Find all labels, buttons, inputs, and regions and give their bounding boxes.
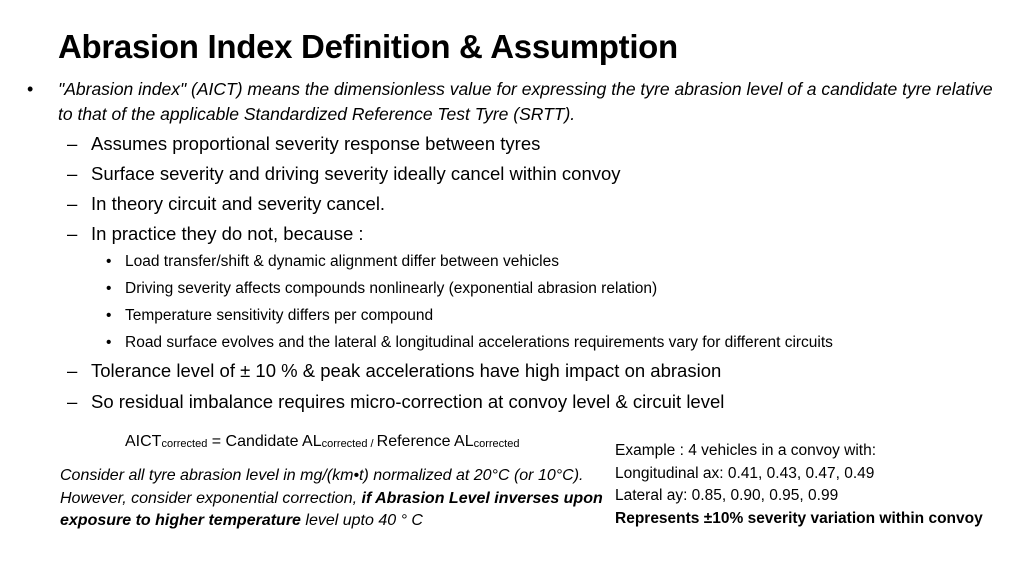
reason-item (106, 307, 434, 325)
dash-icon: – (67, 223, 78, 244)
reason-text: Road surface evolves and the lateral & longitudinal accelerations requirements vary for different circuits (125, 334, 833, 351)
assumption-text: Surface severity and driving severity ideally cancel within convoy (91, 163, 621, 184)
formula-lhs-subscript: corrected (161, 438, 208, 450)
bullet-icon: • (106, 307, 112, 324)
abrasion-formula (125, 433, 519, 451)
formula-rhs-subscript: corrected (473, 438, 520, 450)
normalization-note (60, 465, 610, 533)
dash-icon: – (67, 163, 78, 184)
reason-item (106, 253, 559, 271)
example-lateral: Lateral ay: 0.85, 0.90, 0.95, 0.99 (615, 487, 839, 504)
reason-text: Load transfer/shift & dynamic alignment differ between vehicles (125, 253, 559, 270)
example-heading: Example : 4 vehicles in a convoy with: (615, 442, 877, 459)
reason-text: Temperature sensitivity differs per compound (125, 307, 434, 324)
assumption-text: In theory circuit and severity cancel. (91, 193, 386, 214)
note-text-end: level upto 40 ° C (300, 512, 423, 529)
bullet-icon: • (106, 253, 112, 270)
formula-lhs: AICT (125, 433, 162, 450)
assumption-item (67, 223, 364, 245)
definition-item (27, 77, 998, 127)
formula-mid: = Candidate AL (207, 433, 322, 450)
slide-title: Abrasion Index Definition & Assumption (58, 28, 678, 65)
formula-mid-subscript: corrected (321, 438, 368, 450)
conclusion-text: So residual imbalance requires micro-correction at convoy level & circuit level (91, 391, 725, 412)
dash-icon: – (67, 133, 78, 154)
assumption-item (67, 133, 541, 155)
reason-item (106, 280, 658, 298)
conclusion-text: Tolerance level of ± 10 % & peak accelerations have high impact on abrasion (91, 360, 722, 381)
definition-text: "Abrasion index" (AICT) means the dimensionless value for expressing the tyre abrasion level of a candidate tyre relative to that of the applicable Standardized Reference Test Tyre (SRTT). (58, 79, 993, 124)
dash-icon: – (67, 391, 78, 412)
dash-icon: – (67, 193, 78, 214)
bullet-icon: • (106, 280, 112, 297)
reason-item (106, 334, 833, 352)
assumption-item (67, 163, 621, 185)
convoy-example (615, 440, 1020, 530)
bullet-icon: • (27, 79, 34, 99)
assumption-text: Assumes proportional severity response between tyres (91, 133, 541, 154)
reason-text: Driving severity affects compounds nonlinearly (exponential abrasion relation) (125, 280, 658, 297)
conclusion-item (67, 391, 725, 413)
note-bold-text: if Abrasion Level inverses upon exposure to higher temperature (60, 489, 603, 529)
example-longitudinal: Longitudinal ax: 0.41, 0.43, 0.47, 0.49 (615, 464, 875, 482)
example-summary: Represents ±10% severity variation within convoy (615, 509, 983, 527)
dash-icon: – (67, 360, 78, 381)
formula-divider: / (367, 438, 377, 450)
conclusion-item (67, 360, 722, 382)
assumption-item (67, 193, 386, 215)
assumption-text: In practice they do not, because : (91, 223, 364, 244)
bullet-icon: • (106, 334, 112, 351)
note-text: Consider all tyre abrasion level in mg/(km•t) normalized at 20°C (or 10°C). However, consider exponential correction, (60, 467, 584, 507)
formula-rhs: Reference AL (376, 433, 474, 450)
